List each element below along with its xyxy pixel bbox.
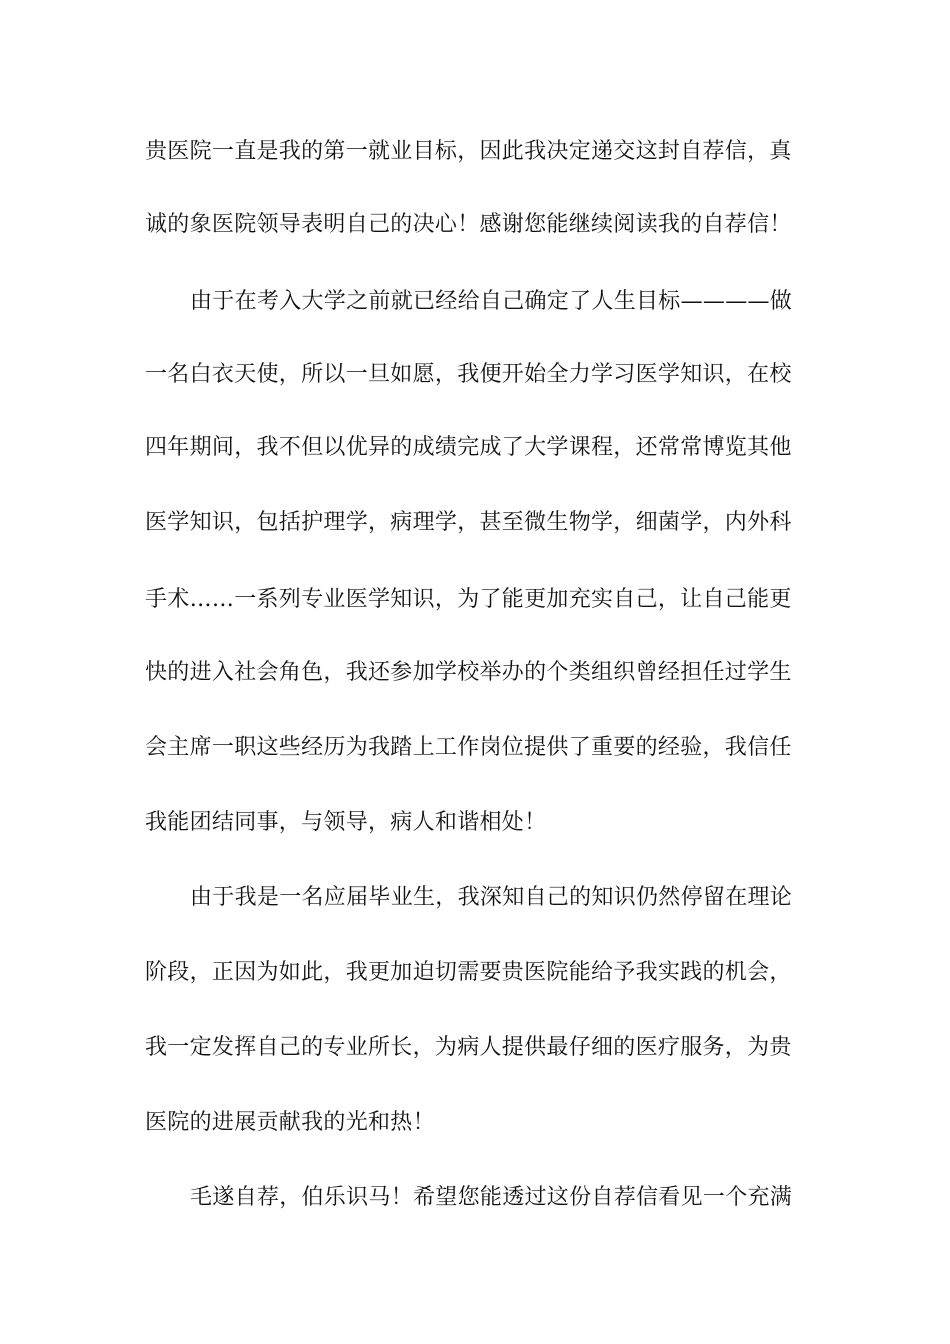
text-line: 医学知识，包括护理学，病理学，甚至微生物学，细菌学，内外科 — [145, 510, 792, 535]
text-line: 阶段，正因为如此，我更加迫切需要贵医院能给予我实践的机会， — [145, 960, 792, 985]
text-line: 手术……一系列专业医学知识，为了能更加充实自己，让自己能更 — [145, 587, 792, 612]
text-line: 会主席一职这些经历为我踏上工作岗位提供了重要的经验，我信任 — [145, 735, 792, 760]
text-line: 我能团结同事，与领导，病人和谐相处！ — [145, 810, 547, 835]
paragraph-first-line: 由于在考入大学之前就已经给自己确定了人生目标————做 — [190, 289, 793, 314]
text-line: 诚的象医院领导表明自己的决心！感谢您能继续阅读我的自荐信！ — [145, 212, 792, 237]
text-line: 快的进入社会角色，我还参加学校举办的个类组织曾经担任过学生 — [145, 660, 792, 685]
paragraph-first-line: 由于我是一名应届毕业生，我深知自己的知识仍然停留在理论 — [190, 885, 793, 910]
paragraph-first-line: 毛遂自荐，伯乐识马！希望您能透过这份自荐信看见一个充满 — [190, 1185, 793, 1210]
text-line: 医院的进展贡献我的光和热！ — [145, 1110, 435, 1135]
text-line: 我一定发挥自己的专业所长，为病人提供最仔细的医疗服务，为贵 — [145, 1035, 792, 1060]
text-line: 贵医院一直是我的第一就业目标，因此我决定递交这封自荐信，真 — [145, 139, 792, 164]
text-line: 四年期间，我不但以优异的成绩完成了大学课程，还常常博览其他 — [145, 435, 792, 460]
text-line: 一名白衣天使，所以一旦如愿，我便开始全力学习医学知识，在校 — [145, 362, 792, 387]
